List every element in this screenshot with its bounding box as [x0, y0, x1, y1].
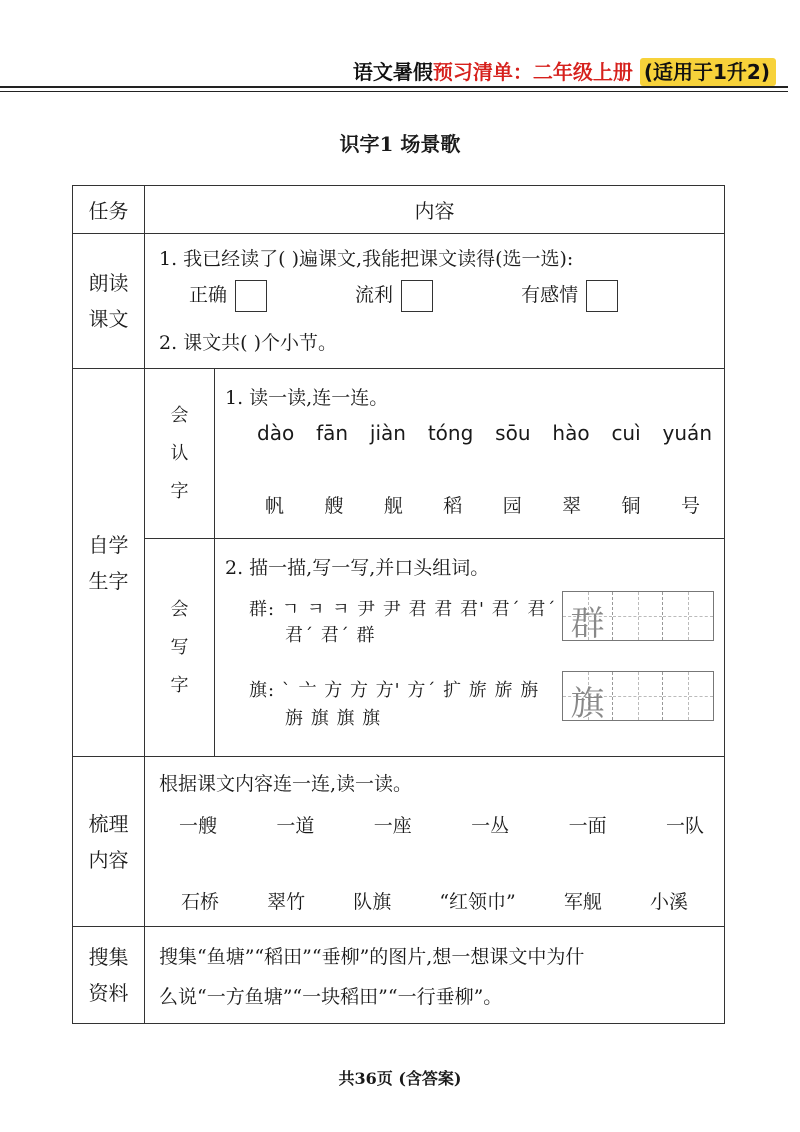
noun-item[interactable]: 小溪: [649, 891, 688, 913]
write-item-qun: [225, 587, 714, 671]
sort-label-l1: 梳理: [88, 811, 129, 836]
pinyin-item[interactable]: sōu: [495, 421, 531, 445]
header-title-black: 语文暑假: [352, 60, 433, 84]
char-item[interactable]: 翠: [562, 495, 582, 517]
header-rule-thick: [0, 86, 788, 88]
lesson-title: 识字1 场景歌: [339, 132, 461, 156]
write-label: 会 写 字: [145, 539, 215, 757]
stroke-order-qun: 群: ㄱ ㅋ ㅋ 尹 尹 君 君 君' 君ˊ 君ˊ 君ˊ 君ˊ 群: [249, 599, 557, 646]
header-title-red: 预习清单：二年级上册: [432, 60, 633, 84]
trace-char-qun: 群: [570, 604, 605, 644]
self-study-label: [73, 369, 145, 757]
collect-label-l2: 资料: [88, 981, 129, 1005]
measure-item[interactable]: 一丛: [471, 815, 510, 837]
sort-label-l2: 内容: [88, 847, 129, 872]
grid-cell[interactable]: [563, 592, 613, 644]
pinyin-item[interactable]: cuì: [611, 421, 641, 445]
page-footer: 共36页 (含答案): [338, 1069, 462, 1088]
table-header-row: [73, 186, 725, 234]
char-row: [225, 491, 712, 518]
trace-char-qi: 旗: [570, 684, 605, 724]
reading-q2: 2. 课文共( )个小节。: [159, 332, 338, 354]
option-emotion[interactable]: 有感情: [521, 280, 618, 312]
self-study-label-l1: 自学: [88, 532, 129, 557]
header-rule-thin: [0, 91, 788, 92]
header-grade-badge: (适用于1升2): [640, 58, 776, 86]
write-row: [73, 539, 725, 757]
char-item[interactable]: 帆: [265, 495, 285, 517]
grid-cell[interactable]: [613, 592, 663, 640]
grid-cell[interactable]: [663, 672, 713, 720]
preview-table: [72, 185, 725, 1024]
recognize-row: [73, 369, 725, 539]
grid-cell[interactable]: [563, 672, 613, 724]
reading-content: [145, 234, 725, 369]
measure-row: [159, 811, 710, 887]
collect-content: [145, 927, 725, 1024]
reading-options: [159, 280, 724, 326]
pinyin-item[interactable]: yuán: [662, 421, 712, 445]
col-content-header: 内容: [145, 186, 725, 234]
option-fluent[interactable]: 流利: [355, 280, 515, 312]
checkbox-correct[interactable]: [235, 280, 267, 312]
measure-item[interactable]: 一道: [276, 815, 315, 837]
measure-item[interactable]: 一座: [373, 815, 412, 837]
write-content: [215, 539, 725, 757]
write-item-qi: [225, 671, 714, 751]
pinyin-item[interactable]: hào: [552, 421, 590, 445]
measure-item[interactable]: 一队: [665, 815, 704, 837]
page-header: [353, 56, 776, 85]
reading-label-l2: 课文: [88, 307, 129, 331]
noun-item[interactable]: 队旗: [353, 891, 392, 913]
sort-prompt: 根据课文内容连一连,读一读。: [159, 773, 413, 795]
sort-row: [73, 757, 725, 927]
reading-q1: 1. 我已经读了( )遍课文,我能把课文读得(选一选):: [159, 248, 574, 270]
measure-item[interactable]: 一艘: [179, 815, 218, 837]
col-task-header: 任务: [73, 186, 145, 234]
noun-item[interactable]: 翠竹: [267, 891, 306, 913]
char-item[interactable]: 舰: [383, 495, 403, 517]
char-item[interactable]: 号: [680, 495, 700, 517]
reading-label: [73, 234, 145, 369]
collect-label-l1: 搜集: [88, 945, 129, 969]
reading-label-l1: 朗读: [88, 271, 129, 295]
option-correct[interactable]: 正确: [189, 280, 349, 312]
collect-row: [73, 927, 725, 1024]
collect-line-2: 么说“一方鱼塘”“一块稻田”“一行垂柳”。: [159, 986, 503, 1008]
pinyin-item[interactable]: fān: [316, 421, 349, 445]
char-item[interactable]: 稻: [443, 495, 463, 517]
char-item[interactable]: 园: [502, 495, 522, 517]
collect-line-1: 搜集“鱼塘”“稻田”“垂柳”的图片,想一想课文中为什: [159, 946, 585, 968]
noun-item[interactable]: 军舰: [563, 891, 602, 913]
pinyin-row: [225, 421, 712, 491]
sort-label: [73, 757, 145, 927]
checkbox-emotion[interactable]: [586, 280, 618, 312]
stroke-order-qi: 旗: ` 亠 方 方 方' 方ˊ 扩 旂 旂 旃 旃 旗 旗 旗: [249, 680, 540, 729]
recognize-prompt: 1. 读一读,连一连。: [225, 387, 389, 409]
pinyin-item[interactable]: tóng: [427, 421, 474, 445]
self-study-label-l2: 生字: [88, 568, 129, 593]
recognize-content: [215, 369, 725, 539]
write-prompt: 2. 描一描,写一写,并口头组词。: [225, 557, 490, 579]
sort-content: [145, 757, 725, 927]
recognize-label: 会 认 字: [145, 369, 215, 539]
grid-cell[interactable]: [663, 592, 713, 640]
measure-item[interactable]: 一面: [568, 815, 607, 837]
checkbox-fluent[interactable]: [401, 280, 433, 312]
pinyin-item[interactable]: dào: [257, 421, 295, 445]
grid-cell[interactable]: [613, 672, 663, 720]
reading-row: [73, 234, 725, 369]
char-item[interactable]: 艘: [324, 495, 344, 517]
noun-item[interactable]: “红领巾”: [439, 891, 516, 913]
collect-label: [73, 927, 145, 1024]
noun-item[interactable]: 石桥: [181, 891, 220, 913]
writing-grid-qun[interactable]: [562, 591, 714, 644]
char-item[interactable]: 铜: [621, 495, 641, 517]
writing-grid-qi[interactable]: [562, 671, 714, 724]
pinyin-item[interactable]: jiàn: [369, 421, 406, 445]
noun-row: [159, 887, 710, 914]
